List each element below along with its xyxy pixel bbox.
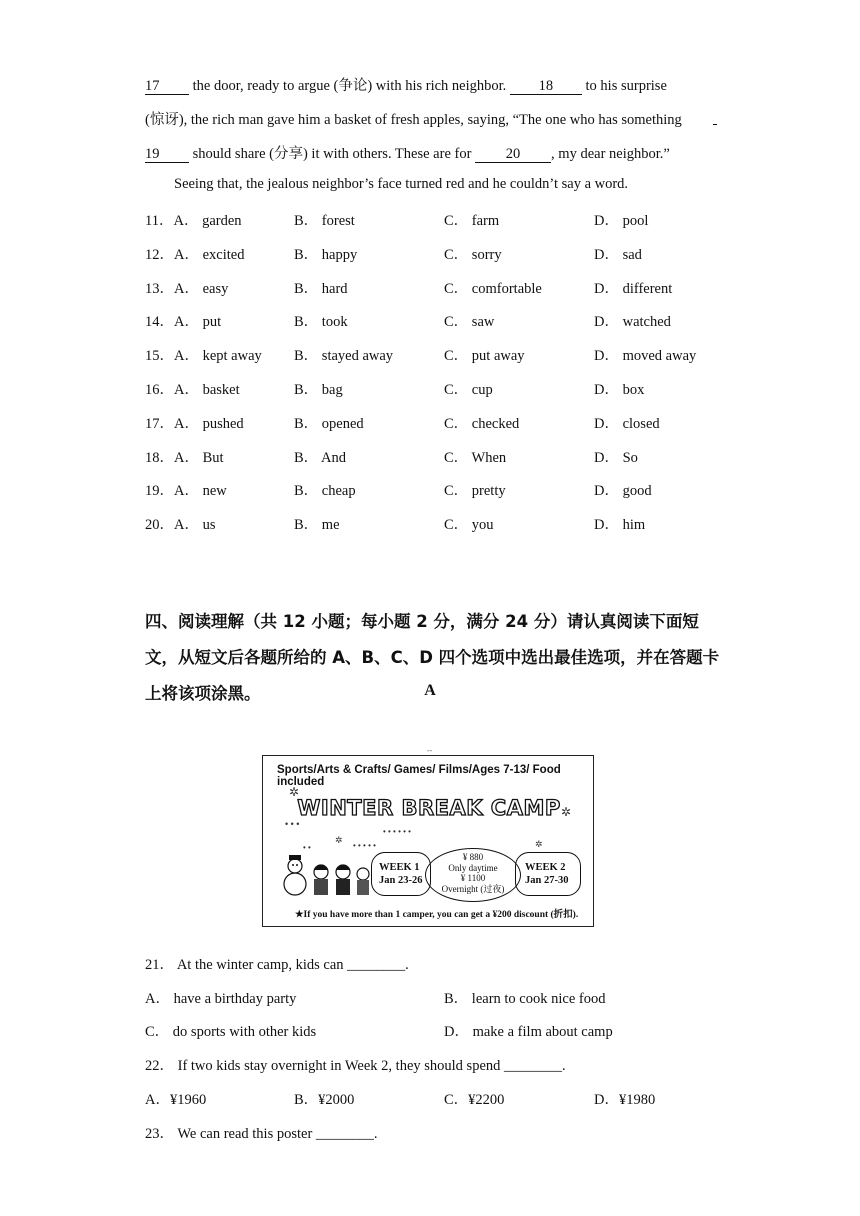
choice-number: 19．: [145, 483, 174, 500]
choice-number: 18．: [145, 449, 174, 466]
snowflake-icon: ✲: [561, 805, 572, 819]
price-day-label: Only daytime: [448, 862, 498, 873]
price-day: ¥ 880: [462, 852, 484, 862]
blank-18: 18: [510, 79, 582, 95]
snow-dots: • • • • •: [353, 841, 376, 850]
snowflake-icon: ✲: [289, 785, 300, 799]
option-a: A． us: [174, 517, 216, 534]
option-b: B． took: [294, 314, 348, 331]
option-d: D． different: [594, 280, 673, 297]
option-c: C． sorry: [444, 246, 502, 263]
option-d: D． good: [594, 483, 652, 500]
blank-20: 20: [475, 147, 551, 163]
passage-line-4: Seeing that, the jealous neighbor’s face turned red and he couldn’t say a word.: [174, 176, 629, 192]
passage-text: to his surprise: [581, 78, 667, 94]
week1-dates: Jan 23-26: [379, 875, 423, 886]
poster-dash: --: [427, 746, 433, 755]
option-d: D． watched: [594, 314, 671, 331]
price-night: ¥ 1100: [460, 873, 486, 883]
week1-label: WEEK 1: [379, 862, 420, 873]
q22-option-c: C．¥2200: [444, 1092, 505, 1108]
choice-number: 16．: [145, 382, 174, 398]
snowflake-icon: • • •: [285, 819, 300, 829]
option-c: C． When: [444, 449, 507, 466]
option-d: D． him: [594, 517, 646, 534]
part-label: A: [424, 682, 436, 699]
snow-dots: • • • • • •: [383, 827, 411, 836]
option-a: A． new: [174, 483, 227, 500]
blank-fragment: [713, 108, 717, 125]
choice-row-11: [145, 209, 242, 230]
snowflake-icon: ✲: [535, 839, 543, 849]
poster-title: WINTER BREAK CAMP: [297, 796, 561, 820]
choice-number: 12．: [145, 246, 174, 263]
q21-option-c: C． do sports with other kids: [145, 1024, 317, 1040]
choice-row-19: [145, 479, 227, 500]
choice-row-16: [145, 378, 240, 399]
section-heading: 四、阅读理解（共 12 小题；每小题 2 分，满分 24 分）请认真阅读下面短文，从短文后各题所给的 A、B、C、D 四个选项中选出最佳选项，并在答题卡上将该项涂黑。: [145, 612, 720, 703]
passage-line-2: (惊讶), the rich man gave him a basket of fresh apples, saying, “The one who has something: [145, 112, 682, 128]
option-c: C． you: [444, 517, 494, 534]
option-d: D． closed: [594, 415, 660, 432]
blank-19: 19: [145, 147, 189, 163]
passage-text: the door, ready to argue (争论) with his rich neighbor.: [189, 78, 510, 94]
option-b: B． forest: [294, 213, 355, 229]
blank-17: 17: [145, 79, 189, 95]
choice-row-12: [145, 243, 244, 264]
option-c: C． put away: [444, 348, 525, 365]
question-23-stem: 23． We can read this poster ________.: [145, 1126, 378, 1142]
snowman-kids-icon: [281, 852, 371, 902]
option-b: B． hard: [294, 280, 348, 297]
option-a: A． garden: [173, 213, 242, 229]
option-c: C． cup: [444, 382, 493, 398]
choice-row-20: [145, 513, 216, 534]
price-night-label: Overnight (过夜): [441, 883, 505, 894]
snow-dots: • •: [303, 843, 311, 852]
option-b: B． stayed away: [294, 348, 394, 365]
choice-row-17: [145, 412, 244, 433]
option-a: A． put: [174, 314, 222, 331]
poster-footer: ★If you have more than 1 camper, you can get a ¥200 discount (折扣).: [295, 910, 579, 920]
q21-option-a: A． have a birthday party: [145, 991, 297, 1007]
snowflake-icon: ✲: [335, 835, 343, 845]
passage-text: , my dear neighbor.”: [551, 146, 670, 162]
choice-number: 14．: [145, 314, 174, 331]
option-d: D． So: [594, 449, 638, 466]
option-c: C． comfortable: [444, 280, 542, 297]
option-d: D． sad: [594, 246, 642, 263]
option-c: C． saw: [444, 314, 495, 331]
option-a: A． easy: [174, 280, 229, 297]
option-a: A． kept away: [174, 348, 262, 365]
week2-label: WEEK 2: [525, 862, 566, 873]
choice-number: 17．: [145, 415, 174, 432]
q21-option-b: B． learn to cook nice food: [444, 991, 606, 1007]
option-d: D． pool: [594, 213, 649, 229]
question-21-stem: 21． At the winter camp, kids can ________.: [145, 957, 409, 973]
q21-option-d: D． make a film about camp: [444, 1024, 613, 1040]
passage-text: should share (分享) it with others. These are for: [189, 146, 476, 162]
option-c: C． pretty: [444, 483, 506, 500]
passage-line-1: [145, 74, 667, 95]
option-b: B． And: [294, 449, 346, 466]
camp-poster: [262, 755, 594, 927]
choice-row-15: [145, 344, 262, 365]
q22-option-b: B．¥2000: [294, 1092, 355, 1108]
choice-number: 20．: [145, 517, 174, 534]
question-22-stem: 22． If two kids stay overnight in Week 2, they should spend ________.: [145, 1058, 566, 1074]
option-d: D． box: [594, 382, 645, 398]
option-b: B． me: [294, 517, 340, 534]
choice-number: 11．: [145, 213, 174, 229]
option-c: C． farm: [444, 213, 500, 229]
option-b: B． happy: [294, 246, 358, 263]
option-a: A． But: [174, 449, 224, 466]
choice-row-13: [145, 277, 228, 298]
passage-line-3: [145, 142, 670, 163]
option-a: A． excited: [174, 246, 245, 263]
choice-row-14: [145, 310, 221, 331]
option-d: D． moved away: [594, 348, 697, 365]
q22-option-d: D．¥1980: [594, 1092, 656, 1108]
option-b: B． opened: [294, 415, 364, 432]
q22-option-a: A．¥1960: [145, 1092, 207, 1108]
choice-number: 13．: [145, 280, 174, 297]
week2-dates: Jan 27-30: [525, 875, 569, 886]
price-oval: [425, 848, 521, 902]
choice-number: 15．: [145, 348, 174, 365]
poster-header: Sports/Arts & Crafts/ Games/ Films/Ages 7-13/ Food included: [277, 764, 561, 788]
option-b: B． bag: [294, 382, 343, 398]
option-a: A． basket: [174, 382, 240, 398]
option-b: B． cheap: [294, 483, 356, 500]
choice-row-18: [145, 446, 224, 467]
option-c: C． checked: [444, 415, 520, 432]
option-a: A． pushed: [174, 415, 244, 432]
